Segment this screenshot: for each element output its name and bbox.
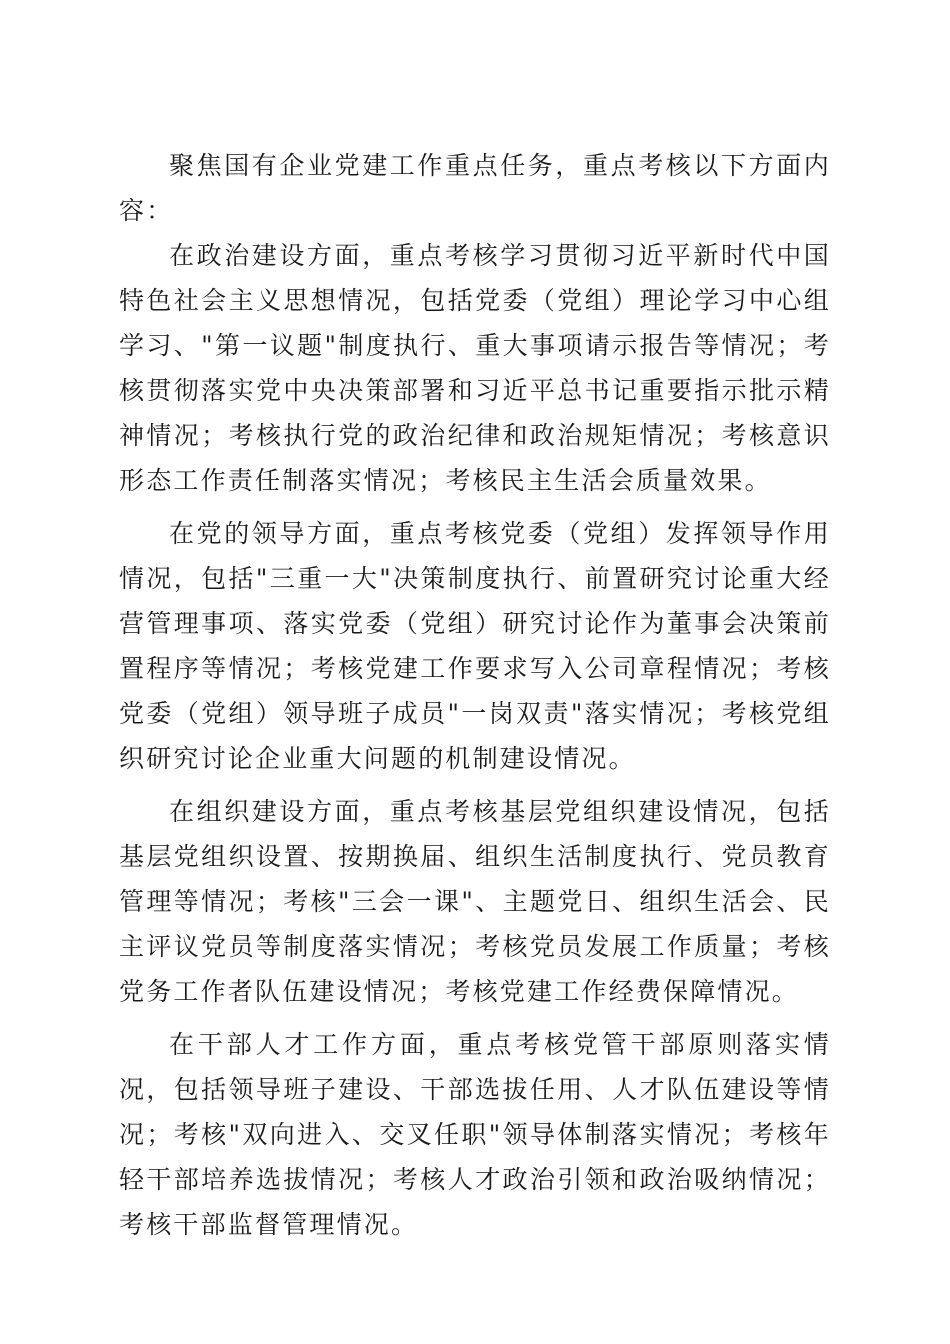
paragraph-organization-construction: 在组织建设方面，重点考核基层党组织建设情况，包括基层党组织设置、按期换届、组织生活制度执行、党员教育管理等情况；考核"三会一课"、主题党日、组织生活会、民主评议党员等制度落实情况；考核党员发展工作质量；考核党务工作者队伍建设情况；考核党建工作经费保障情况。 xyxy=(119,797,831,1006)
paragraph-political-construction: 在政治建设方面，重点考核学习贯彻习近平新时代中国特色社会主义思想情况，包括党委（党组）理论学习中心组学习、"第一议题"制度执行、重大事项请示报告等情况；考核贯彻落实党中央决策部署和习近平总书记重要指示批示精神情况；考核执行党的政治纪律和政治规矩情况；考核意识形态工作责任制落实情况；考核民主生活会质量效果。 xyxy=(119,241,831,495)
paragraph-cadre-talent-work: 在干部人才工作方面，重点考核党管干部原则落实情况，包括领导班子建设、干部选拔任用、人才队伍建设等情况；考核"双向进入、交叉任职"领导体制落实情况；考核年轻干部培养选拔情况；考核人才政治引领和政治吸纳情况；考核干部监督管理情况。 xyxy=(119,1030,831,1239)
paragraph-party-leadership: 在党的领导方面，重点考核党委（党组）发挥领导作用情况，包括"三重一大"决策制度执行、前置研究讨论重大经营管理事项、落实党委（党组）研究讨论作为董事会决策前置程序等情况；考核党建工作要求写入公司章程情况；考核党委（党组）领导班子成员"一岗双责"落实情况；考核党组织研究讨论企业重大问题的机制建设情况。 xyxy=(119,519,831,773)
intro-paragraph: 聚焦国有企业党建工作重点任务，重点考核以下方面内容： xyxy=(119,151,831,225)
document-body xyxy=(119,143,831,1247)
